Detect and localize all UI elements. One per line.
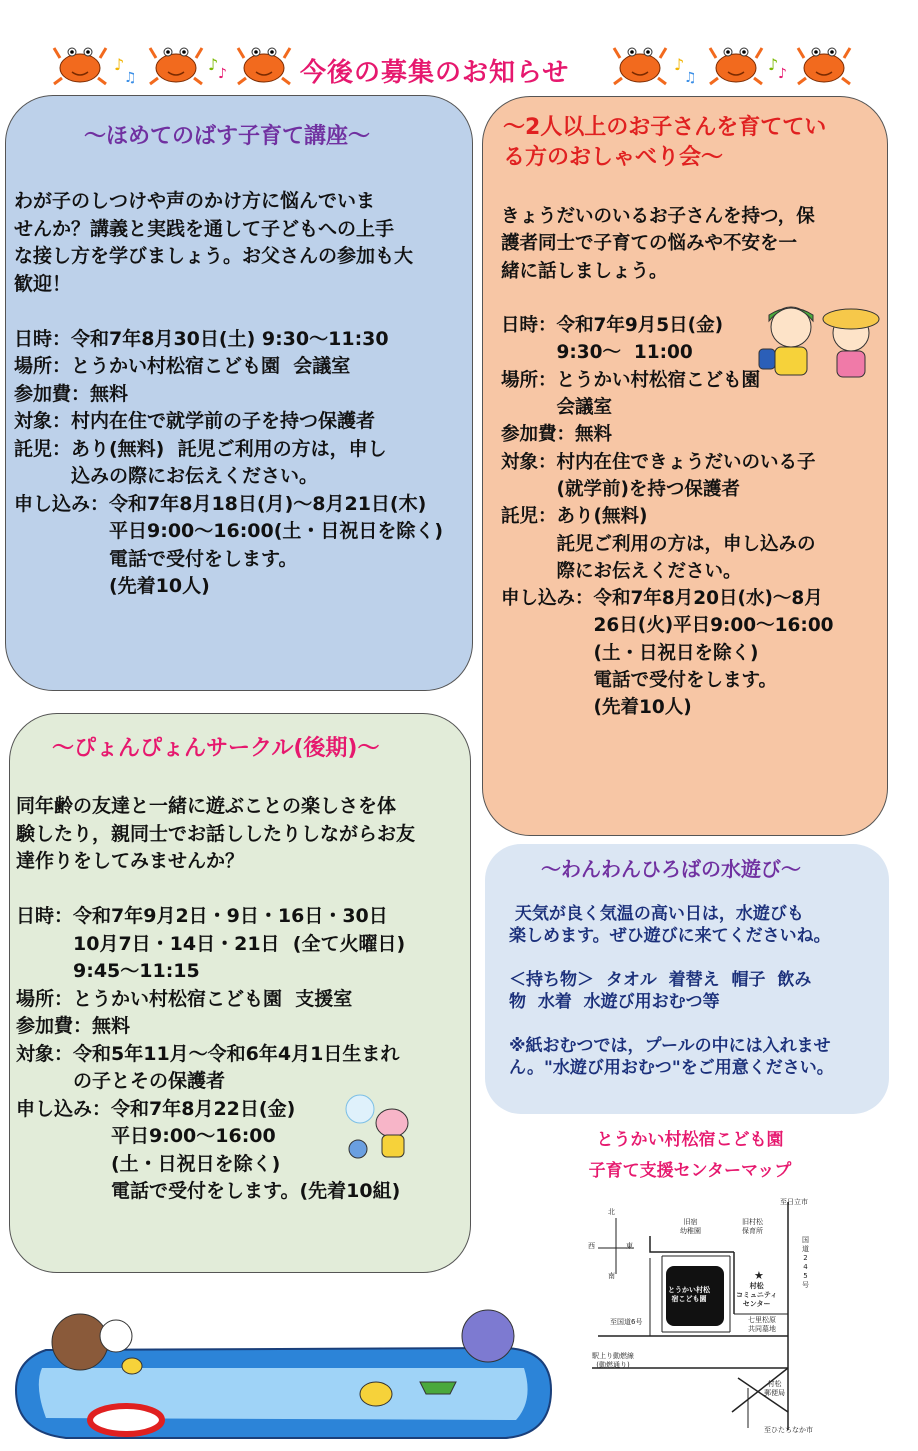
map-route-245: 国 道 2 4 5 号 — [802, 1236, 809, 1289]
map-kodomoen: とうかい村松 宿こども園 — [668, 1286, 710, 1303]
map-to-hitachinaka: 至ひたちなか市 — [764, 1426, 813, 1434]
star-icon: ★ — [754, 1269, 764, 1282]
map-to-route6: 至国道6号 — [610, 1318, 643, 1326]
map-south: 南 — [608, 1272, 615, 1280]
children-illustration — [751, 293, 887, 389]
bubble-animals-illustration — [342, 1087, 422, 1173]
wanwan-title: ～わんわんひろばの水遊び～ — [541, 857, 801, 881]
svg-text:♪: ♪ — [778, 66, 787, 82]
map-domen-street: 駅上り動燃線 (動燃通り) — [592, 1352, 634, 1369]
crab-icon-group-left — [52, 38, 292, 88]
map-title-line1: とうかい村松宿こども園 — [596, 1130, 784, 1150]
homete-title: ～ほめてのばす子育て講座～ — [84, 124, 371, 149]
svg-text:♪: ♪ — [768, 55, 779, 74]
access-map — [588, 1198, 828, 1438]
pyonpyon-panel — [9, 713, 471, 1273]
svg-text:♪: ♪ — [208, 55, 219, 74]
homete-panel — [5, 95, 473, 691]
pool-illustration — [6, 1290, 558, 1448]
pyonpyon-body: 同年齢の友達と一緒に遊ぶことの楽しさを体 験したり，親同士でお話ししたりしながらお友 達作りをしてみませんか？ 日時：令和7年9月2日・9日・16日・30日 10月7日・14日・21日 (全て火曜日) 9:45～11:15 場所：とうかい村松宿こども園 支援室 参加費：無料 対象：令和5年11月～令和6年4月1日生まれ の子とその保護者 申し込み：令和7年8月22日(金) 平日9:00～16:00 (土・日祝日を除く) 電話で受付をします。(先着10組) — [16, 795, 416, 1202]
map-kindergarten: 旧宿 幼稚園 — [680, 1218, 701, 1235]
wanwan-body: 天気が良く気温の高い日は，水遊びも 楽しめます。ぜひ遊びに来てくださいね。 ＜持ち物＞ タオル 着替え 帽子 飲み 物 水着 水遊び用おむつ等 ※紙おむつでは，プールの中には入れませ ん。"水遊び用おむつ"をご用意ください。 — [509, 904, 834, 1078]
map-title — [530, 1125, 850, 1187]
map-east: 東 — [626, 1242, 633, 1250]
svg-text:♫: ♫ — [684, 70, 697, 86]
map-community-center: 村松 コミュニティ センター — [736, 1282, 778, 1308]
oshaberi-panel — [482, 96, 888, 836]
map-west: 西 — [588, 1242, 595, 1250]
wanwan-panel — [485, 844, 889, 1114]
svg-text:♪: ♪ — [114, 55, 125, 74]
crab-icon-group-right — [612, 38, 860, 88]
pyonpyon-title: ～ぴょんぴょんサークル(後期)～ — [52, 736, 380, 761]
map-to-hitachi: 至日立市 — [780, 1198, 808, 1206]
oshaberi-body: きょうだいのいるお子さんを持つ，保 護者同士で子育ての悩みや不安を一 緒に話しましょう。 日時：令和7年9月5日(金) 9:30～ 11:00 場所：とうかい村松宿こども園 会議室 参加費：無料 対象：村内在住できょうだいのいる子 (就学前)を持つ保護者 託児：あり(無料) 託児ご利用の方は，申し込みの 際にお伝えください。 申し込み：令和7年8月20日(水)～8月 26日(火)平日9:00～16:00 (土・日祝日を除く) 電話で受付をします。 (先着10人) — [501, 206, 834, 719]
map-hoikusho: 旧村松 保育所 — [742, 1218, 763, 1235]
map-post-office: 村松 郵便局 — [764, 1380, 785, 1397]
svg-text:♪: ♪ — [218, 66, 227, 82]
svg-text:♪: ♪ — [674, 55, 685, 74]
map-title-line2: 子育て支援センターマップ — [588, 1161, 792, 1181]
map-cemetery: 七里松原 共同墓地 — [748, 1316, 776, 1333]
map-north: 北 — [608, 1208, 615, 1216]
oshaberi-title: ～2人以上のお子さんを育ててい る方のおしゃべり会～ — [503, 115, 827, 170]
page-title: 今後の募集のお知らせ — [300, 58, 570, 88]
homete-body: わが子のしつけや声のかけ方に悩んでいま せんか？講義と実践を通して子どもへの上手 な接し方を学びましょう。お父さんの参加も大 歓迎！ 日時：令和7年8月30日(土) 9:30～11:30 場所：とうかい村松宿こども園 会議室 参加費：無料 対象：村内在住で就学前の子を持つ保護者 託児：あり(無料) 託児ご利用の方は，申し 込みの際にお伝えください。 申し込み：令和7年8月18日(月)～8月21日(木) 平日9:00～16:00(土・日祝日を除く) 電話で受付をします。 (先着10人) — [14, 190, 444, 597]
svg-text:♫: ♫ — [124, 70, 137, 86]
